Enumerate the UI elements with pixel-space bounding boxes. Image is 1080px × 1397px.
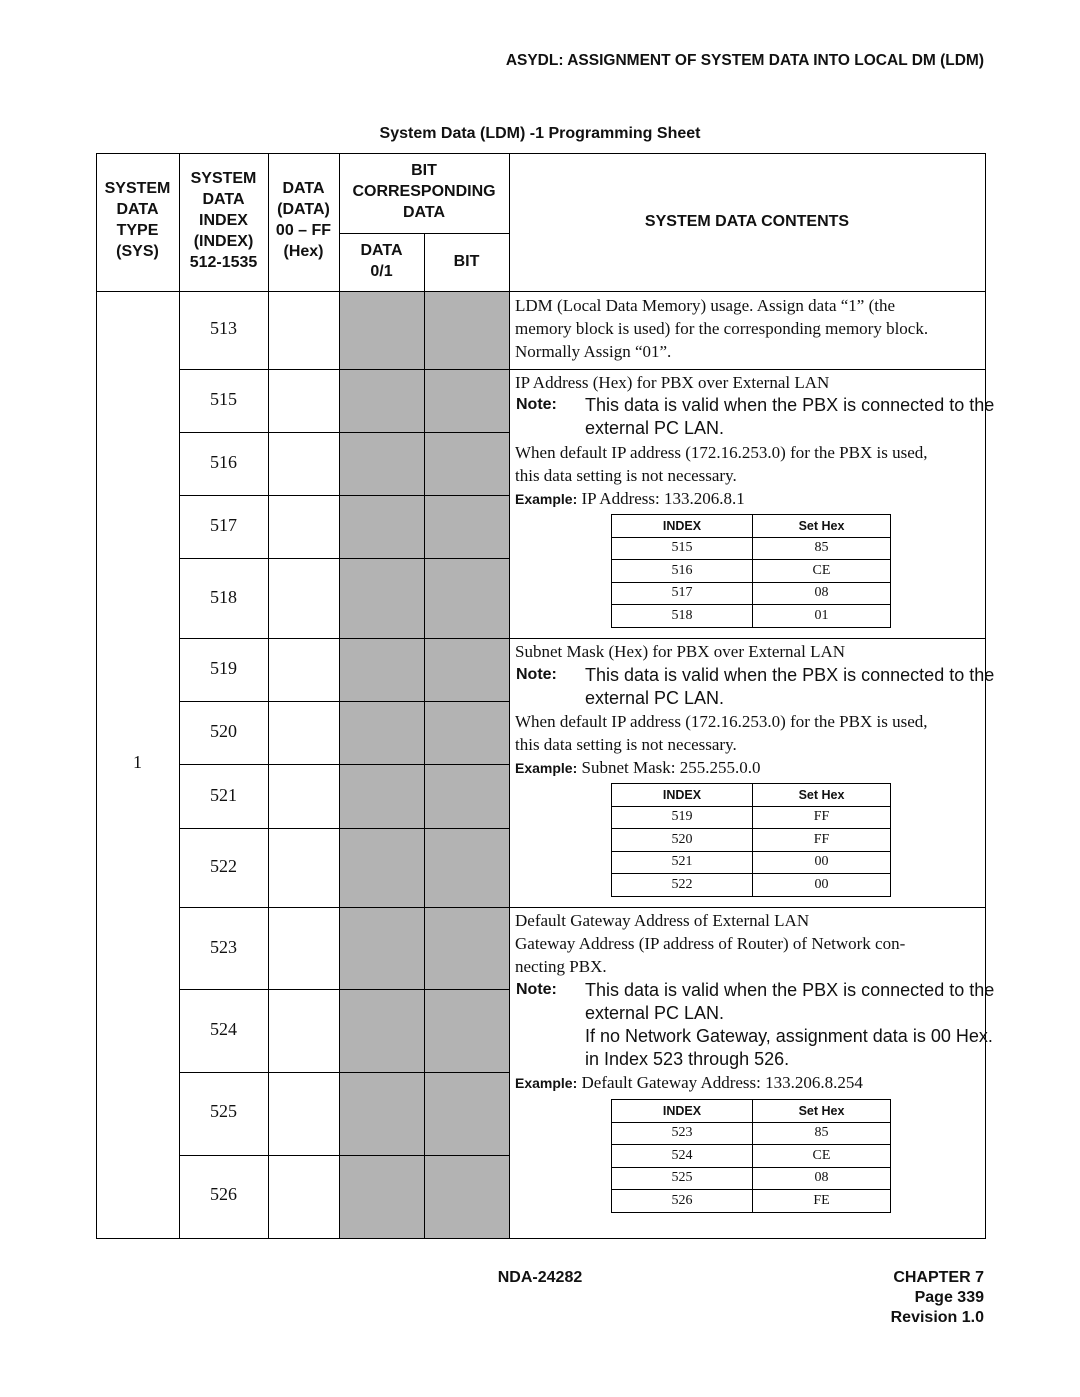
revision-label: Revision 1.0	[890, 1309, 984, 1326]
section-title: Subnet Mask (Hex) for PBX over External LAN	[515, 642, 846, 661]
col-header-index: INDEX	[612, 784, 753, 807]
table-cell: 521	[612, 851, 753, 874]
table-cell: 518	[612, 605, 753, 628]
index-cell: 513	[210, 318, 237, 338]
content-line: Default Gateway Address of External LAN	[515, 911, 810, 930]
note-text: external PC LAN.	[585, 418, 725, 438]
table-cell: 516	[612, 560, 753, 583]
table-cell: 525	[612, 1167, 753, 1190]
example-label: Example:	[515, 1075, 578, 1091]
content-line: Normally Assign “01”.	[515, 342, 672, 361]
table-row	[612, 582, 891, 605]
note-label: Note:	[516, 396, 557, 413]
subnet-mask-example-table	[611, 783, 891, 897]
gateway-example-table	[611, 1099, 891, 1213]
table-row	[612, 1122, 891, 1145]
content-line: Gateway Address (IP address of Router) of Network con-	[515, 934, 906, 953]
table-row	[612, 829, 891, 852]
note-text: external PC LAN.	[585, 1003, 725, 1023]
content-line: memory block is used) for the corresponding memory block.	[515, 319, 929, 338]
note-text: If no Network Gateway, assignment data is 00 Hex.	[585, 1026, 993, 1046]
table-cell: 08	[753, 582, 891, 605]
col-header-bit: BIT	[453, 253, 480, 270]
section-title: IP Address (Hex) for PBX over External LAN	[515, 373, 830, 392]
table-cell: FE	[753, 1190, 891, 1213]
table-cell: 524	[612, 1145, 753, 1168]
col-header-set-hex: Set Hex	[753, 515, 891, 538]
chapter-label: CHAPTER 7	[893, 1269, 984, 1286]
table-row	[612, 1190, 891, 1213]
table-cell: 00	[753, 851, 891, 874]
ip-address-example-table	[611, 514, 891, 628]
index-cell: 521	[210, 785, 237, 805]
content-line: When default IP address (172.16.253.0) for the PBX is used,	[515, 712, 928, 731]
table-row	[612, 1167, 891, 1190]
col-header-set-hex: Set Hex	[753, 1100, 891, 1123]
table-cell: FF	[753, 829, 891, 852]
table-row	[612, 605, 891, 628]
example-value: IP Address: 133.206.8.1	[581, 489, 745, 508]
index-cell: 526	[210, 1184, 237, 1204]
col-header-system-data-contents: SYSTEM DATA CONTENTS	[644, 213, 850, 230]
sys-type-value: 1	[133, 752, 142, 772]
example-line	[515, 1071, 863, 1095]
note-text: in Index 523 through 526.	[585, 1049, 790, 1069]
index-cell: 517	[210, 515, 237, 535]
table-row	[612, 874, 891, 897]
example-line	[515, 487, 745, 511]
note-text: This data is valid when the PBX is connected to the	[585, 665, 995, 685]
col-header-index: INDEX	[612, 1100, 753, 1123]
note-text: This data is valid when the PBX is connected to the	[585, 980, 995, 1000]
col-header-system-data-type: SYSTEM DATA TYPE (SYS)	[104, 180, 171, 260]
table-cell: FF	[753, 806, 891, 829]
table-cell: 01	[753, 605, 891, 628]
example-label: Example:	[515, 760, 578, 776]
table-cell: 523	[612, 1122, 753, 1145]
example-value: Subnet Mask: 255.255.0.0	[581, 758, 761, 777]
index-cell: 523	[210, 937, 237, 957]
page-header: ASYDL: ASSIGNMENT OF SYSTEM DATA INTO LOCAL DM (LDM)	[505, 52, 984, 69]
example-line	[515, 756, 760, 780]
table-header-row	[612, 515, 891, 538]
table-cell: 08	[753, 1167, 891, 1190]
table-cell: 515	[612, 537, 753, 560]
table-cell: 00	[753, 874, 891, 897]
table-header-row	[612, 1100, 891, 1123]
table-cell: CE	[753, 1145, 891, 1168]
example-label: Example:	[515, 491, 578, 507]
index-cell: 516	[210, 452, 237, 472]
col-header-index: INDEX	[612, 515, 753, 538]
index-cell: 520	[210, 721, 237, 741]
table-cell: 85	[753, 537, 891, 560]
index-cell: 519	[210, 658, 237, 678]
table-row	[612, 1145, 891, 1168]
table-cell: 519	[612, 806, 753, 829]
index-cell: 525	[210, 1101, 237, 1121]
example-value: Default Gateway Address: 133.206.8.254	[581, 1073, 863, 1092]
table-row	[612, 806, 891, 829]
table-cell: 517	[612, 582, 753, 605]
content-line: LDM (Local Data Memory) usage. Assign data “1” (the	[515, 296, 896, 315]
table-cell: 520	[612, 829, 753, 852]
col-header-bit-corresponding-data: BIT CORRESPONDING DATA	[352, 162, 496, 221]
table-cell: 522	[612, 874, 753, 897]
note-label: Note:	[516, 666, 557, 683]
index-cell: 522	[210, 856, 237, 876]
page-number: Page 339	[914, 1289, 984, 1306]
col-header-data-hex: DATA (DATA) 00 – FF (Hex)	[275, 180, 332, 260]
col-header-set-hex: Set Hex	[753, 784, 891, 807]
note-text: external PC LAN.	[585, 688, 725, 708]
col-header-system-data-index: SYSTEM DATA INDEX (INDEX) 512-1535	[189, 170, 258, 271]
index-cell: 515	[210, 389, 237, 409]
content-line: When default IP address (172.16.253.0) for the PBX is used,	[515, 443, 928, 462]
index-cell: 524	[210, 1019, 237, 1039]
table-cell: CE	[753, 560, 891, 583]
index-cell: 518	[210, 587, 237, 607]
table-row	[612, 537, 891, 560]
col-header-bit-data: DATA 0/1	[360, 242, 403, 280]
content-line: this data setting is not necessary.	[515, 735, 737, 754]
note-label: Note:	[516, 981, 557, 998]
content-line: necting PBX.	[515, 957, 607, 976]
doc-number: NDA-24282	[497, 1269, 583, 1286]
table-header-row	[612, 784, 891, 807]
table-row	[612, 560, 891, 583]
table-row	[612, 851, 891, 874]
table-cell: 526	[612, 1190, 753, 1213]
table-cell: 85	[753, 1122, 891, 1145]
note-text: This data is valid when the PBX is connected to the	[585, 395, 995, 415]
sheet-title: System Data (LDM) -1 Programming Sheet	[379, 125, 701, 142]
content-line: this data setting is not necessary.	[515, 466, 737, 485]
